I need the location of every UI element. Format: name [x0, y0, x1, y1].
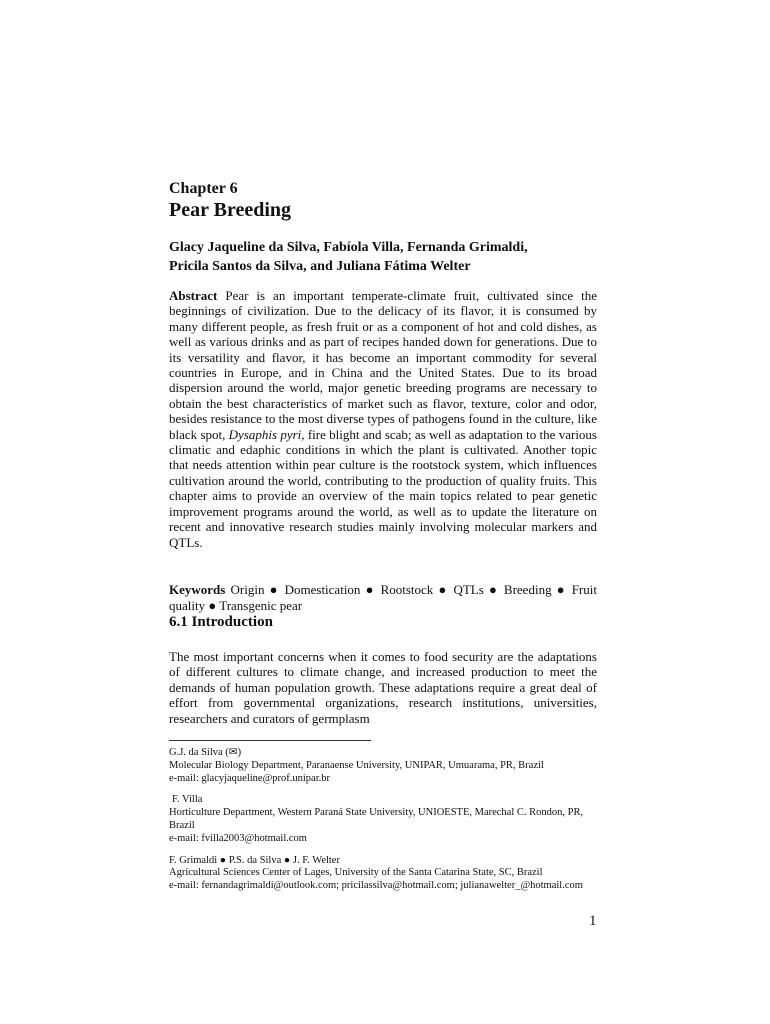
keywords	[169, 582, 597, 613]
author-line-2: Pricila Santos da Silva, and Juliana Fátima Welter	[169, 259, 471, 274]
affiliation-1-name: G.J. da Silva (✉)	[169, 747, 242, 758]
keywords-label: Keywords	[169, 582, 226, 597]
author-line-1: Glacy Jaqueline da Silva, Fabíola Villa, Fernanda Grimaldi,	[169, 240, 528, 255]
affiliation-1-dept: Molecular Biology Department, Paranaense University, UNIPAR, Umuarama, PR, Brazil	[169, 759, 544, 771]
abstract-text-2: , fire blight and scab; as well as adaptation to the various climatic and edaphic conditions in which the plant is cultivated. Another topic that needs attention within pear culture is the rootstock system, which influences cultivation around the world, contributing to the production of quality fruits. This chapter aims to provide an overview of the main topics related to pear genetic improvement programs around the world, as well as to update the literature on recent and innovative research studies mainly involving molecular markers and QTLs.	[169, 426, 597, 550]
affiliation-1	[169, 747, 597, 785]
affiliation-3-name: F. Grimaldi ● P.S. da Silva ● J. F. Welter	[169, 854, 340, 866]
abstract	[169, 288, 597, 550]
affiliation-3-dept: Agricultural Sciences Center of Lages, University of the Santa Catarina State, SC, Brazil	[169, 867, 543, 879]
footnotes	[169, 747, 597, 902]
affiliation-2-name: F. Villa	[172, 794, 203, 806]
chapter-title: Pear Breeding	[169, 199, 292, 221]
section-heading-introduction: 6.1 Introduction	[169, 614, 273, 630]
abstract-label: Abstract	[169, 288, 218, 303]
page-number: 1	[589, 913, 597, 929]
abstract-italic-term: Dysaphis pyri	[228, 426, 302, 442]
affiliation-1-email: e-mail: glacyjaqueline@prof.unipar.br	[169, 772, 330, 784]
affiliation-2-dept: Horticulture Department, Western Paraná State University, UNIOESTE, Marechal C. Rondon, PR, Brazil	[169, 807, 584, 831]
footnote-divider	[169, 740, 371, 741]
affiliation-2-email: e-mail: fvilla2003@hotmail.com	[169, 832, 307, 844]
chapter-label: Chapter 6	[169, 180, 238, 197]
affiliation-3-email: e-mail: fernandagrimaldi@outlook.com; pricilassilva@hotmail.com; julianawelter_@hotmail.com	[169, 880, 583, 892]
introduction-paragraph: The most important concerns when it comes to food security are the adaptations of different cultures to climate change, and increased production to meet the demands of human population growth. These adaptations require a great deal of effort from governmental organizations, research institutions, universities, researchers and curators of germplasm	[169, 649, 597, 726]
affiliation-3	[169, 855, 597, 893]
author-list	[169, 238, 597, 276]
affiliation-2	[169, 794, 597, 845]
abstract-text-1: Pear is an important temperate-climate fruit, cultivated since the beginnings of civilization. Due to the delicacy of its flavor, it is consumed by many different people, as fresh fruit or as a component of hot and cold dishes, as well as various drinks and as part of recipes handed down for generations. Due to its versatility and flavor, it has become an important commodity for several countries in Europe, and in China and the United States. Due to its broad dispersion around the world, major genetic breeding programs are necessary to obtain the best characteristics of market such as flavor, texture, color and odor, besides resistance to the most diverse types of pathogens found in the culture, like black spot,	[169, 288, 597, 442]
keywords-text: Origin ● Domestication ● Rootstock ● QTLs ● Breeding ● Fruit quality ● Transgenic pear	[169, 582, 597, 613]
